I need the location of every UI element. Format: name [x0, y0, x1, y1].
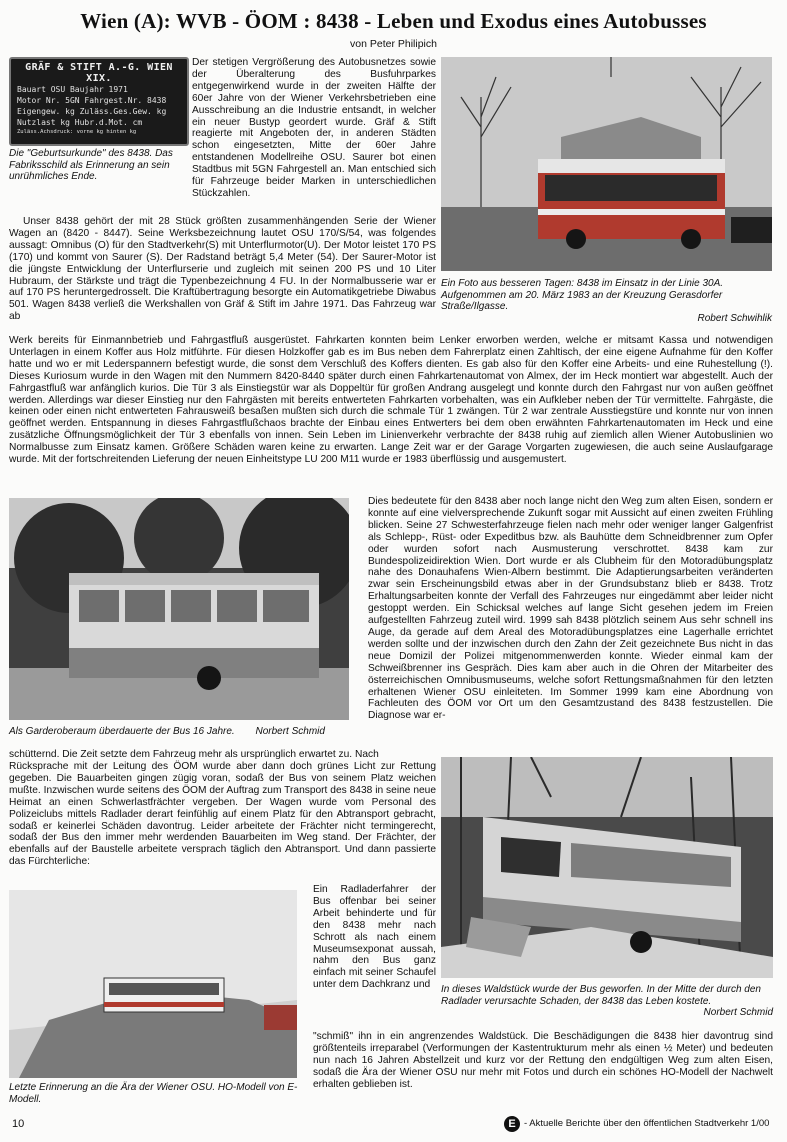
caption-photo-garderoberaum-text: Als Garderoberaum überdauerte der Bus 16 Jahre.: [9, 726, 235, 737]
paragraph-einmannbetrieb: Werk bereits für Einmannbetrieb und Fahrgastfluß ausgerüstet. Fahrkarten konnten beim Lenker erworben werden, welche er mitsamt Kassa und notwendigen Unterlagen in einem Koffer aus Holz mitführte. Für diesen Holzkoffer gab es im Bus neben dem Fahrerplatz einen Zahltisch, der eine eigene Aufnahme für den Koffer hatte und wo er mit Lederspannern befestigt wurde, die sonst dem Verschluß des Koffers dienten. Es gab also für den Koffer eine Arbeits- und eine Ruhestellung (!). Dieses Kuriosum wurde in den Wagen mit den Nummern 8420-8440 später durch einen Fahrkartenautomat von Almex, der im Heck montiert war abgestellt. Auch der Fahrgastfluß war anfänglich kurios. Die Tür 3 als Einstiegstür war als Doppeltür für großen Andrang ausgelegt und konnte durch den Fahrgast nur von außen geöffnet werden. Allerdings war dieser Einstieg nur den Fahrgästen mit bereits entwerteten Fahrkarten vorbehalten, was ein Aufkleber neben der Tür vermittelte. Fahrgäste, die keinen oder einen nicht entwerteten Fahrausweiß besaßen mußten sich durch die schmale Tür 1 zwängen. Tür 2 war zentrale Ausstiegstüre und konnte nur von innen geöffnet werden. Entspannung in dieses Fahrgastflußchaos brachte der Einbau eines Entwerters bei dem oben erwähnten Fahrkartenautomaten im Heck und eine zusätzliche Öffnungsmöglichkeit der Tür 3 ebenfalls von innen. Sein Leben im Linienverkehr verbrachte der 8438 ruhig auf ziemlich allen Wiener Autobuslinien wo Normalbusse zum Einsatz kamen. Größere Schäden waren keine zu erwarten. Lange Zeit war er der Garage Vorgarten zugewiesen, die auch seine Auslaufgarage wurde. Mit der fortschreitenden Lieferung der neuen Einheitstype LU 200 M11 wurde er 1983 überflüssig und ausgemustert.: [9, 335, 773, 466]
article-title: Wien (A): WVB - ÖOM : 8438 - Leben und Exodus eines Autobusses: [80, 9, 707, 33]
plate-row-nutzlast: Nutzlast kg Hubr.d.Mot. cm: [17, 118, 143, 127]
photo-waldstueck-drawing: [441, 757, 773, 978]
caption-photo-waldstueck: [441, 984, 773, 1019]
manufacturer-plate: [9, 57, 189, 146]
credit-schwihlik: Robert Schwihlik: [697, 312, 772, 324]
intro-paragraph: Der stetigen Vergrößerung des Autobusnetzes sowie der Überalterung des Busfuhrparkes entgegenwirkend wurde in der zweiten Hälfte der 60er Jahre von der Wiener Verkehrsbetrieben eine Ausschreibung an die Industrie entsandt, in welcher ein neuer Bustyp geordert wurde. Gräf & Stift reagierte mit Angeboten der, in anderen Städten schon eingesetzten, Mitte der 60er Jahre entstandenen Modellreihe OSU. Saurer bot einen Stadtbus mit 5GN Fahrgestell an. Man entschied sich für Fahrzeuge beider Marken in unterschiedlichen Stückzahlen.: [192, 57, 436, 199]
page-number: 10: [12, 1118, 25, 1130]
plate-row-motor: Motor Nr. 5GN Fahrgest.Nr. 8438: [17, 96, 167, 105]
credit-schmid-1: Norbert Schmid: [255, 726, 325, 737]
footer-text: - Aktuelle Berichte über den öffentlichen Stadtverkehr 1/00: [524, 1118, 770, 1129]
caption-photo-garderoberaum: [9, 726, 349, 738]
credit-schmid-2: Norbert Schmid: [703, 1007, 773, 1019]
photo-ho-modell-drawing: [9, 890, 297, 1078]
caption-plate: Die "Geburtsurkunde" des 8438. Das Fabriksschild als Erinnerung an sein unrühmliches Ende.: [9, 148, 173, 183]
photo-bus-line-30a-drawing: [441, 57, 772, 271]
caption-photo-waldstueck-text: In dieses Waldstück wurde der Bus geworfen. In der Mitte der durch den Radlader verursachte Schaden, der 8438 das Leben kostete.: [441, 984, 761, 1007]
plate-row-gewicht: Eigengew. kg Zuläss.Ges.Gew. kg: [17, 107, 167, 116]
paragraph-schuetternd: schütternd. Die Zeit setzte dem Fahrzeug mehr als ursprünglich erwartet zu. Nach: [9, 749, 379, 760]
photo-waldstueck: [441, 757, 773, 978]
paragraph-unser-8438: Unser 8438 gehört der mit 28 Stück größten zusammenhängenden Serie der Wiener Wagen an (8420 - 8447). Seine Werksbezeichnung lautet OSU 170/S/54, was folgendes aussagt: Omnibus (O) für den Stadtverkehr(S) mit Unterflurmotor(U). Der Motor leistet 170 PS (170) und kommt von Saurer (S). Der Radstand beträgt 5,4 Meter (54). Der Saurer-Motor ist die jüngste Entwicklung der Unterflurserie und zugleich mit seinen 200 PS und 10 Liter Hubraum, der Stärkste und trägt die Typenbezeichnung 4 FU. In der Normalbusserie war er auf 170 PS heruntergedrosselt. Die Kraftübertragung besorgte ein Automatikgetriebe Diwabus 501. Wagen 8438 verließ die Werkshallen von Gräf & Stift im Jahre 1971. Das Fahrzeug war ab: [9, 216, 436, 323]
caption-photo-line-30a-text: Ein Foto aus besseren Tagen: 8438 im Einsatz in der Linie 30A. Aufgenommen am 20. März 1983 an der Kreuzung Gerasdorfer Straße/Ilgasse.: [441, 278, 724, 313]
plate-row-achsdruck: Zuläss.Achsdruck: vorne kg hinten kg: [17, 129, 137, 135]
paragraph-radlader: Ein Radladerfahrer der Bus offenbar bei seiner Arbeit behinderte und für den 8438 mehr nach Schrott als nach einem Museumsexponat aussah, nahm den Bus ganz einfach mit seiner Schaufel unter dem Dachkranz und: [313, 884, 436, 991]
plate-row-bauart: Bauart OSU Baujahr 1971: [17, 85, 128, 94]
author-line: von Peter Philipich: [350, 38, 437, 50]
photo-garderoberaum: [9, 498, 349, 720]
plate-maker: GRÄF & STIFT A.-G. WIEN XIX.: [25, 62, 173, 84]
photo-garderoberaum-drawing: [9, 498, 349, 720]
photo-ho-modell: [9, 890, 297, 1078]
magazine-logo-icon: E: [504, 1116, 520, 1132]
paragraph-ruecksprache: Rücksprache mit der Leitung des ÖOM wurde aber dann doch grünes Licht zur Rettung gegeben. Die Bauarbeiten gingen zügig voran, sodaß der Bus von seinem Platz weichen mußte. Inzwischen wurde seitens des ÖOM der Auftrag zum Transport des 8438 in seine neue Heimat an einen Schwerlastfrächter vergeben. Der Wagen wurde vom Personal des Polizeiclubs mittels Radlader derart feinfühlig auf einem Platz für den Abtransport gebracht, sodaß er keinerlei Schäden davontrug. Leider arbeitete der Frächter nicht termingerecht, sodaß der Bus den immer mehr werdenden Bauarbeiten im Weg stand. Der Frächter, der ebenfalls auf der Baustelle arbeitete versprach täglich den Abtransport. Und dann passierte das Fürchterliche:: [9, 761, 436, 868]
caption-photo-line-30a: [441, 278, 772, 324]
paragraph-schmiss: "schmiß" ihn in ein angrenzendes Waldstück. Die Beschädigungen die 8438 hier davontrug sind größtenteils irreparabel (Verformungen der Kastentrukturum mehr als einen ½ Meter) und bedeuten nun nach 16 Jahren Abstellzeit und kurz vor der Rettung den endgültigen Weg zum alten Eisen, sodaß die Ära der Wiener OSU nur mehr mit Fotos und durch ein schönes HO-Modell der Nachwelt erhalten geblieben ist.: [313, 1031, 773, 1090]
caption-photo-ho-modell: Letzte Erinnerung an die Ära der Wiener OSU. HO-Modell von E-Modell.: [9, 1082, 298, 1105]
photo-bus-line-30a: [441, 57, 772, 271]
paragraph-zukunft: Dies bedeutete für den 8438 aber noch lange nicht den Weg zum alten Eisen, sondern er konnte auf eine vielversprechende Zukunft sogar mit Aussicht auf einen zweiten Frühling blicken. Seine 27 Schwesterfahrzeuge fielen nach mehr oder weniger langer Galgenfrist als Schlepp-, Rüst- oder Expeditbus bzw. als Bauhütte dem Schneidbrenner zum Opfer oder wurden sofort nach Ausmusterung verschrottet. 8438 kam zur Bundespolizeidirektion Wien. Dort wurde er als Clubheim für den Motoradübungsplatz nahe des Donauhafens Wien-Albern bestimmt. Die Adaptierungsarbeiten veränderten zwar sein Erscheinungsbild etwas aber in der Grundsubstanz blieb er 8438. Trotz Erhaltungsarbeiten konnte der Verfall des Fahrzeuges nur eingedämmt aber leider nicht gestoppt werden. Ein Schicksal welches auf lange Sicht gesehen jedem im Freien aufgestellten Fahrzeug zuteil wird. 1999 sah 8438 plötzlich seinem Aus sehr schnell ins Auge, da gerade auf dem Areal des Motoradübungsplatzes eine Lagerhalle errichtet werden sollte und der inzwischen durch den Zahn der Zeit gezeichnete Bus nicht in das neue Domizil der Polizei mitgenommenwerden konnte. Wieder einmal kam der Schweißbrenner ins Gespräch. Dies kam aber auch in die Ohren der Mitarbeiter des österreichischen Omnibusmuseums, welche sofort Rettungsmaßnahmen für den letzten erhaltenen Wiener OSU einleiteten. Im Sommer 1999 kam eine Abordnung von Fachleuten des ÖOM vor Ort um den Gesamtzustand des 8438 festzustellen. Die Diagnose war er-: [368, 496, 773, 722]
